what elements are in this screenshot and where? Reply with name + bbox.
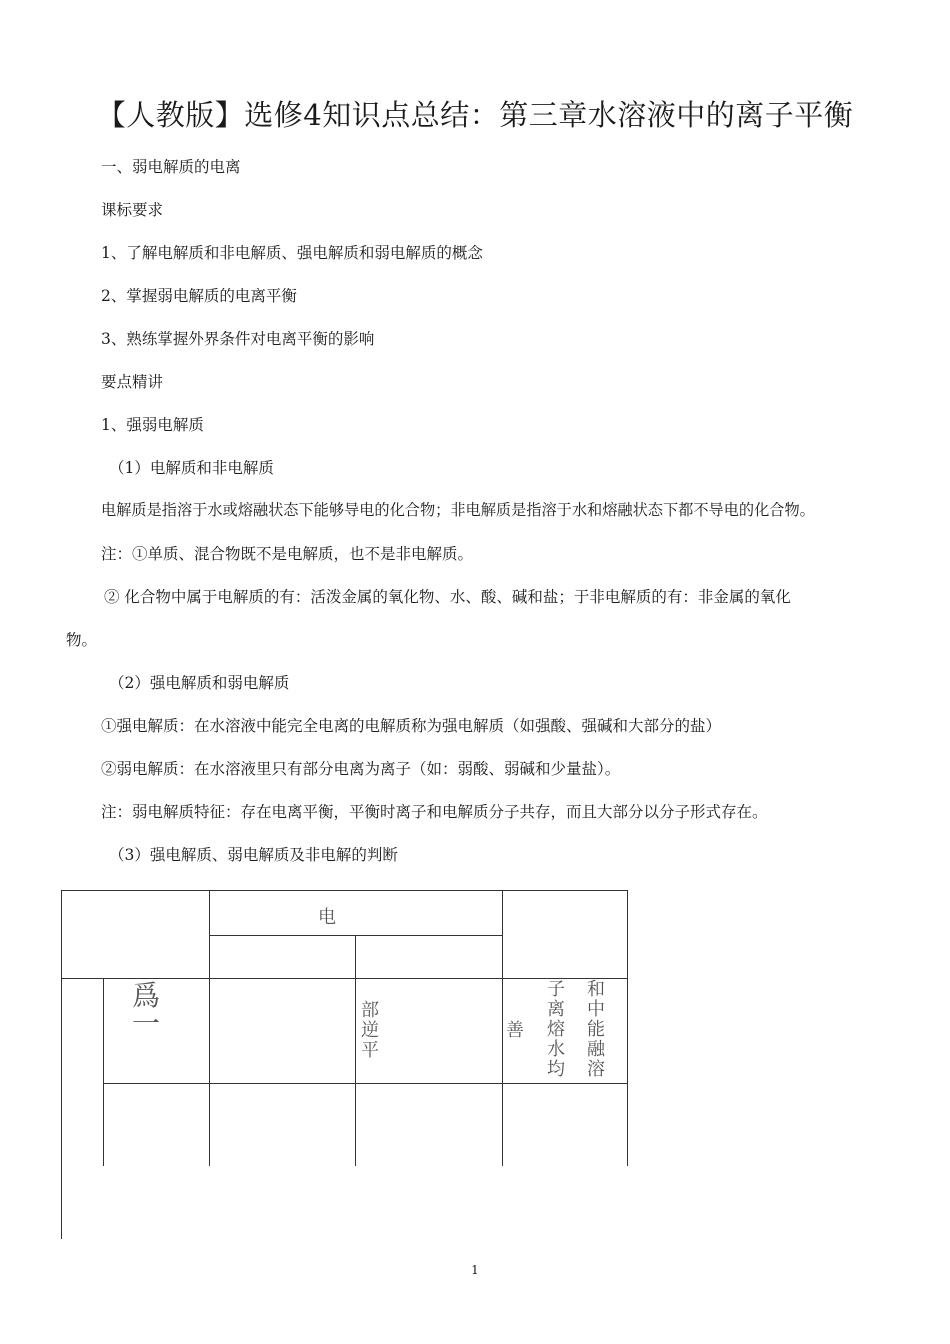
table-vertical-text: 部逆平 [361, 1000, 379, 1061]
list-item: 1、了解电解质和非电解质、强电解质和弱电解质的概念 [101, 244, 483, 262]
table-line [103, 978, 104, 1166]
paragraph: ②弱电解质：在水溶液里只有部分电离为离子（如：弱酸、弱碱和少量盐）。 [101, 760, 621, 778]
table-line [209, 935, 502, 936]
subheading: 要点精讲 [101, 373, 164, 391]
table-border-top [61, 890, 628, 891]
page-number: 1 [471, 1263, 479, 1277]
table-vertical-text: 子离熔水均 [547, 979, 565, 1080]
table-border-right [627, 890, 628, 1166]
table-line [502, 890, 503, 1166]
subheading: 课标要求 [101, 201, 164, 219]
subsection-heading: （2）强电解质和弱电解质 [109, 674, 290, 692]
note-continuation: 物。 [66, 631, 98, 649]
table-border-left [61, 890, 62, 1239]
note: 注：①单质、混合物既不是电解质，也不是非电解质。 [101, 545, 474, 563]
list-item: 1、强弱电解质 [101, 416, 204, 434]
table-line [355, 935, 356, 1166]
subsection-heading: （1）电解质和非电解质 [109, 459, 274, 477]
table-vertical-text: 和中能融溶 [587, 979, 605, 1080]
table-line [209, 890, 210, 1166]
paragraph: 电解质是指溶于水或熔融状态下能够导电的化合物；非电解质是指溶于水和熔融状态下都不导电的化合物。 [101, 501, 815, 519]
table-header-cell: 电 [318, 907, 336, 928]
table-glyph: 爲一 [131, 979, 160, 1040]
paragraph: ①强电解质：在水溶液中能完全电离的电解质称为强电解质（如强酸、强碱和大部分的盐） [101, 717, 722, 735]
list-item: 3、熟练掌握外界条件对电离平衡的影响 [101, 330, 375, 348]
table-vertical-text: 善 [506, 1020, 524, 1041]
note: 注：弱电解质特征：存在电离平衡，平衡时离子和电解质分子共存，而且大部分以分子形式存在。 [101, 803, 768, 821]
table-line [103, 1083, 628, 1084]
subsection-heading: （3）强电解质、弱电解质及非电解的判断 [109, 846, 398, 864]
list-item: 2、掌握弱电解质的电离平衡 [101, 287, 297, 305]
note: ② 化合物中属于电解质的有：活泼金属的氧化物、水、酸、碱和盐；于非电解质的有：非金属的氧化 [104, 588, 791, 606]
section-heading: 一、弱电解质的电离 [101, 158, 241, 176]
page-title: 【人教版】选修4知识点总结：第三章水溶液中的离子平衡 [96, 98, 854, 132]
